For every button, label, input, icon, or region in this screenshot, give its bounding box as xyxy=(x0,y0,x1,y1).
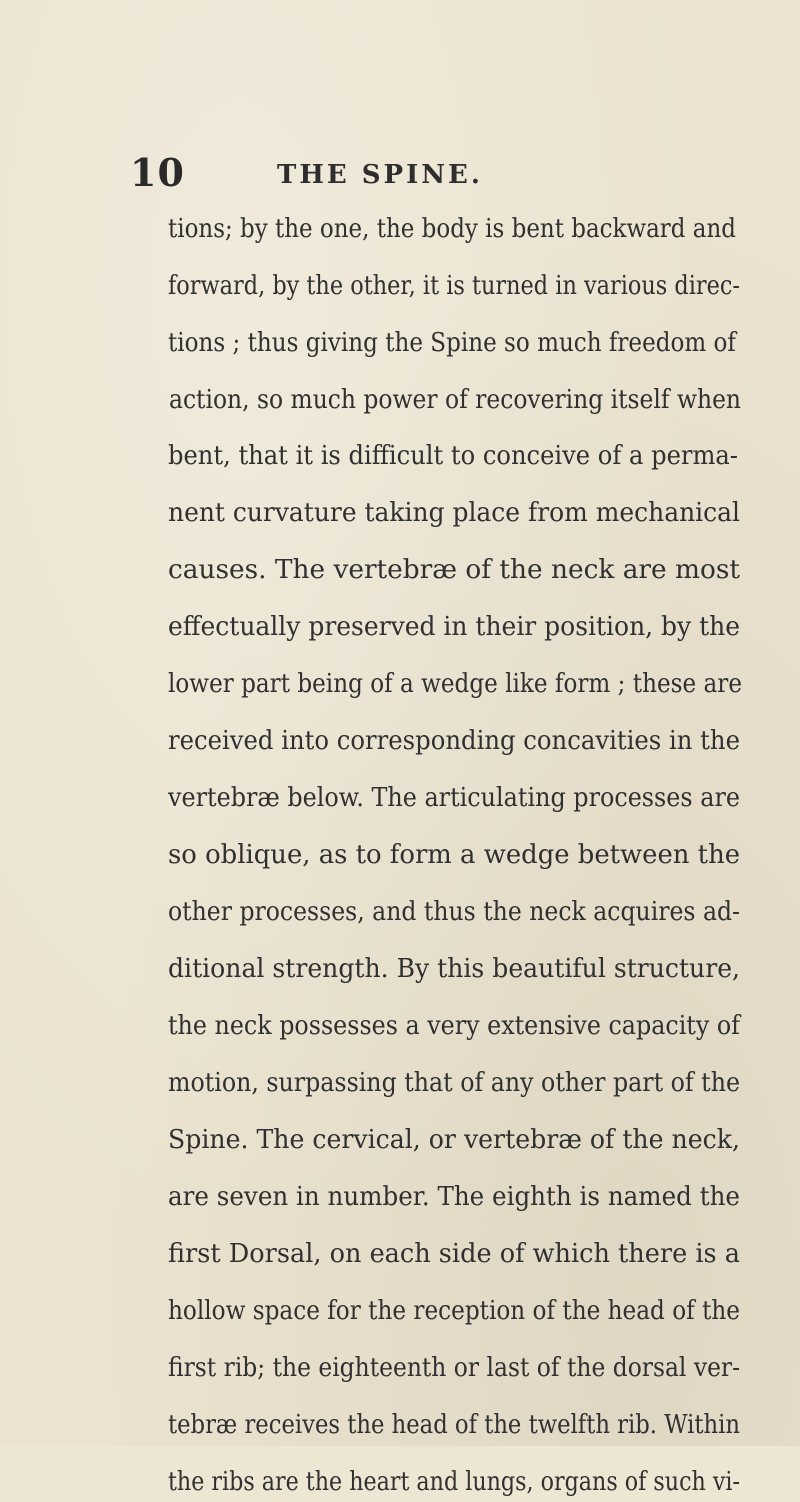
text-line: tebræ receives the head of the twelfth rib. Within xyxy=(168,1409,741,1440)
text-line: action, so much power of recovering itself when xyxy=(169,384,742,415)
text-line: tions ; thus giving the Spine so much freedom of xyxy=(168,327,736,358)
text-line: lower part being of a wedge like form ; these are xyxy=(168,668,743,699)
text-line: effectually preserved in their position, by the xyxy=(168,611,740,642)
text-line: other processes, and thus the neck acquires ad- xyxy=(168,896,741,927)
text-line: ditional strength. By this beautiful structure, xyxy=(168,953,741,984)
page-header xyxy=(0,150,800,200)
text-line: the ribs are the heart and lungs, organs of such vi- xyxy=(168,1466,740,1497)
text-line: so oblique, as to form a wedge between the xyxy=(168,839,741,870)
text-line: first Dorsal, on each side of which there is a xyxy=(168,1238,740,1269)
text-line: first rib; the eighteenth or last of the dorsal ver- xyxy=(168,1352,741,1383)
text-line: received into corresponding concavities in the xyxy=(168,725,740,756)
text-line: forward, by the other, it is turned in various direc- xyxy=(168,270,741,301)
text-line: bent, that it is difficult to conceive of a perma- xyxy=(168,440,738,471)
text-line: causes. The vertebræ of the neck are most xyxy=(168,554,741,585)
text-line: the neck possesses a very extensive capacity of xyxy=(168,1010,740,1041)
page-number: 10 xyxy=(130,150,185,195)
text-line: vertebræ below. The articulating processes are xyxy=(168,782,740,813)
text-line: hollow space for the reception of the head of the xyxy=(168,1295,740,1326)
text-line: tions; by the one, the body is bent backward and xyxy=(168,213,736,244)
text-line: nent curvature taking place from mechanical xyxy=(168,497,740,528)
text-line: motion, surpassing that of any other part of the xyxy=(168,1067,740,1098)
text-line: Spine. The cervical, or vertebræ of the neck, xyxy=(168,1124,740,1155)
text-line: are seven in number. The eighth is named the xyxy=(168,1181,740,1212)
running-head: THE SPINE. xyxy=(277,160,483,190)
